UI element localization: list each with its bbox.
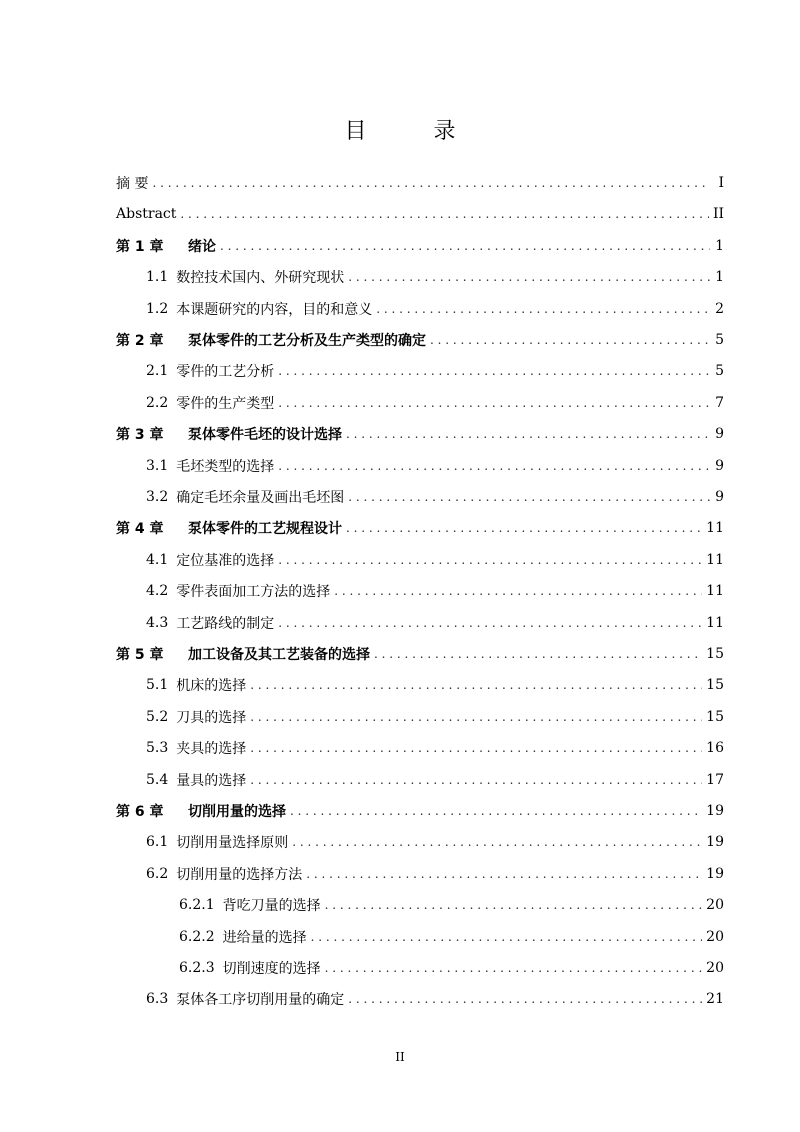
page-number: II [395, 1050, 405, 1064]
toc-entry-title: 夹具的选择 [176, 741, 247, 758]
toc-entry-number: 第 1 章 [116, 238, 164, 255]
dot-leader [334, 583, 702, 599]
toc-entry-title: 绪论 [188, 238, 216, 255]
toc-entry[interactable] [116, 199, 724, 229]
toc-entry[interactable] [146, 827, 724, 857]
toc-entry-page: 15 [706, 708, 724, 725]
toc-entry[interactable] [146, 262, 724, 292]
toc-entry-number: 2.2 [146, 394, 169, 411]
toc-entry-page: 16 [706, 740, 724, 757]
toc-entry-number: 1.2 [146, 300, 169, 317]
toc-entry[interactable] [146, 482, 724, 512]
toc-entry-page: 2 [715, 300, 724, 317]
toc-entry-title: 摘 要 [116, 176, 149, 192]
toc-entry-page: 21 [706, 991, 724, 1008]
toc-entry-title: 切削用量的选择方法 [176, 866, 303, 883]
dot-leader [180, 206, 709, 222]
toc-entry[interactable] [179, 922, 724, 952]
toc-entry-title: 泵体零件的工艺规程设计 [188, 521, 342, 538]
toc-entry[interactable] [116, 796, 724, 826]
toc-entry-title: 定位基准的选择 [176, 552, 275, 569]
toc-entry-title: 泵体零件毛坯的设计选择 [188, 427, 342, 444]
toc-entry-page: 11 [706, 614, 724, 631]
toc-entry-number: 6.2.1 [179, 897, 215, 914]
toc-entry-page: 17 [706, 771, 724, 788]
dot-leader [278, 552, 702, 568]
toc-entry[interactable] [146, 984, 724, 1014]
toc-entry-page: 19 [706, 865, 724, 882]
dot-leader [290, 803, 702, 819]
toc-entry-title: 切削用量的选择 [188, 804, 286, 820]
toc-entry-page: 1 [715, 237, 724, 254]
dot-leader [278, 458, 710, 474]
toc-entry-number: 第 2 章 [116, 333, 164, 349]
toc-entry-page: II [712, 206, 724, 223]
toc-entry-number: 6.2.2 [179, 928, 215, 945]
toc-entry-number: 6.2.3 [179, 960, 215, 976]
toc-entry[interactable] [146, 388, 724, 418]
toc-entry-page: 20 [706, 960, 724, 976]
toc-entry-page: 9 [715, 489, 724, 505]
dot-leader [220, 238, 710, 254]
toc-entry[interactable] [146, 545, 724, 575]
dot-leader [292, 834, 702, 850]
toc-entry-number: 6.3 [146, 991, 169, 1008]
toc-entry[interactable] [146, 702, 724, 732]
toc-entry[interactable] [146, 356, 724, 386]
dot-leader [348, 489, 710, 505]
toc-entry-page: 11 [706, 520, 724, 537]
toc-entry-number: 2.1 [146, 363, 169, 380]
toc-entry-number: 3.1 [146, 457, 169, 474]
dot-leader [376, 301, 710, 317]
toc-entry-title: 量具的选择 [176, 772, 247, 789]
toc-entry-title: 机床的选择 [176, 678, 247, 695]
dot-leader [348, 991, 702, 1007]
toc-entry-number: 第 6 章 [116, 804, 164, 820]
dot-leader [311, 929, 703, 945]
toc-entry-page: 15 [706, 677, 724, 694]
dot-leader [250, 740, 702, 756]
toc-entry-title: Abstract [116, 206, 177, 223]
toc-entry-title: 确定毛坯余量及画出毛坯图 [176, 490, 345, 506]
toc-entry-title: 加工设备及其工艺装备的选择 [188, 647, 370, 663]
toc-entry-title: 泵体各工序切削用量的确定 [176, 992, 345, 1009]
dot-leader [278, 615, 702, 631]
toc-entry-page: 19 [706, 834, 724, 851]
toc-entry[interactable] [146, 294, 724, 324]
toc-entry-number: 5.2 [146, 708, 169, 725]
toc-entry-title: 切削速度的选择 [222, 961, 321, 977]
toc-entry-number: 第 3 章 [116, 427, 164, 444]
dot-leader [250, 772, 702, 788]
toc-entry[interactable] [146, 670, 724, 700]
toc-entry-number: 3.2 [146, 489, 169, 505]
toc-entry-title: 零件表面加工方法的选择 [176, 584, 331, 601]
toc-entry-title: 工艺路线的制定 [176, 615, 275, 632]
toc-entry-number: 4.1 [146, 551, 169, 568]
toc-entry-number: 1.1 [146, 269, 169, 286]
toc-entry-number: 5.3 [146, 740, 169, 757]
dot-leader [348, 269, 710, 285]
toc-entry[interactable] [116, 513, 724, 543]
toc-entry-number: 5.4 [146, 771, 169, 788]
toc-entry-page: 20 [706, 928, 724, 945]
toc-entry-title: 背吃刀量的选择 [222, 898, 321, 915]
toc-entry[interactable] [146, 859, 724, 889]
toc-entry-page: 15 [706, 646, 724, 662]
dot-leader [278, 395, 710, 411]
toc-entry-page: 7 [715, 394, 724, 411]
toc-entry-title: 数控技术国内、外研究现状 [176, 270, 345, 287]
dot-leader [325, 897, 703, 913]
dot-leader [250, 677, 702, 693]
toc-entry-page: 1 [715, 269, 724, 286]
toc-entry-title: 本课题研究的内容，目的和意义 [176, 301, 373, 318]
toc-entry[interactable] [146, 451, 724, 481]
page-title: 目 录 [344, 119, 486, 144]
toc-entry-title: 零件的工艺分析 [176, 364, 275, 381]
toc-entry-page: 9 [715, 426, 724, 443]
toc-entry[interactable] [179, 953, 724, 983]
dot-leader [346, 426, 710, 442]
toc-entry[interactable] [116, 325, 724, 355]
dot-leader [152, 175, 710, 191]
toc-entry-page: 11 [706, 583, 724, 600]
toc-entry-number: 4.3 [146, 614, 169, 631]
toc-entry[interactable] [146, 733, 724, 763]
toc-entry-page: 11 [706, 551, 724, 568]
toc-entry-number: 4.2 [146, 583, 169, 600]
toc-entry[interactable] [116, 168, 724, 198]
toc-entry-number: 6.1 [146, 834, 169, 851]
toc-entry-title: 毛坯类型的选择 [176, 458, 275, 475]
toc-entry-title: 零件的生产类型 [176, 395, 275, 412]
toc-entry-title: 刀具的选择 [176, 709, 247, 726]
toc-entry-page: 5 [715, 332, 724, 348]
toc-entry[interactable] [116, 419, 724, 449]
toc-entry-page: 5 [715, 363, 724, 380]
toc-entry-number: 6.2 [146, 865, 169, 882]
dot-leader [250, 709, 702, 725]
toc-entry-title: 进给量的选择 [222, 929, 307, 946]
dot-leader [430, 332, 710, 348]
dot-leader [374, 646, 702, 662]
toc-entry[interactable] [146, 765, 724, 795]
toc-entry-number: 第 4 章 [116, 521, 164, 538]
toc-entry[interactable] [146, 608, 724, 638]
toc-entry-number: 第 5 章 [116, 647, 164, 663]
toc-entry[interactable] [116, 231, 724, 261]
toc-entry-page: 19 [706, 803, 724, 819]
toc-entry[interactable] [146, 576, 724, 606]
toc-entry-number: 5.1 [146, 677, 169, 694]
dot-leader [278, 363, 710, 379]
dot-leader [325, 960, 703, 976]
toc-entry[interactable] [116, 639, 724, 669]
dot-leader [346, 520, 702, 536]
toc-entry-page: 20 [706, 897, 724, 914]
toc-entry-title: 切削用量选择原则 [176, 835, 289, 852]
toc-entry[interactable] [179, 890, 724, 920]
toc-entry-page: I [718, 175, 724, 191]
dot-leader [306, 866, 702, 882]
toc-entry-page: 9 [715, 457, 724, 474]
toc-entry-title: 泵体零件的工艺分析及生产类型的确定 [188, 333, 426, 349]
